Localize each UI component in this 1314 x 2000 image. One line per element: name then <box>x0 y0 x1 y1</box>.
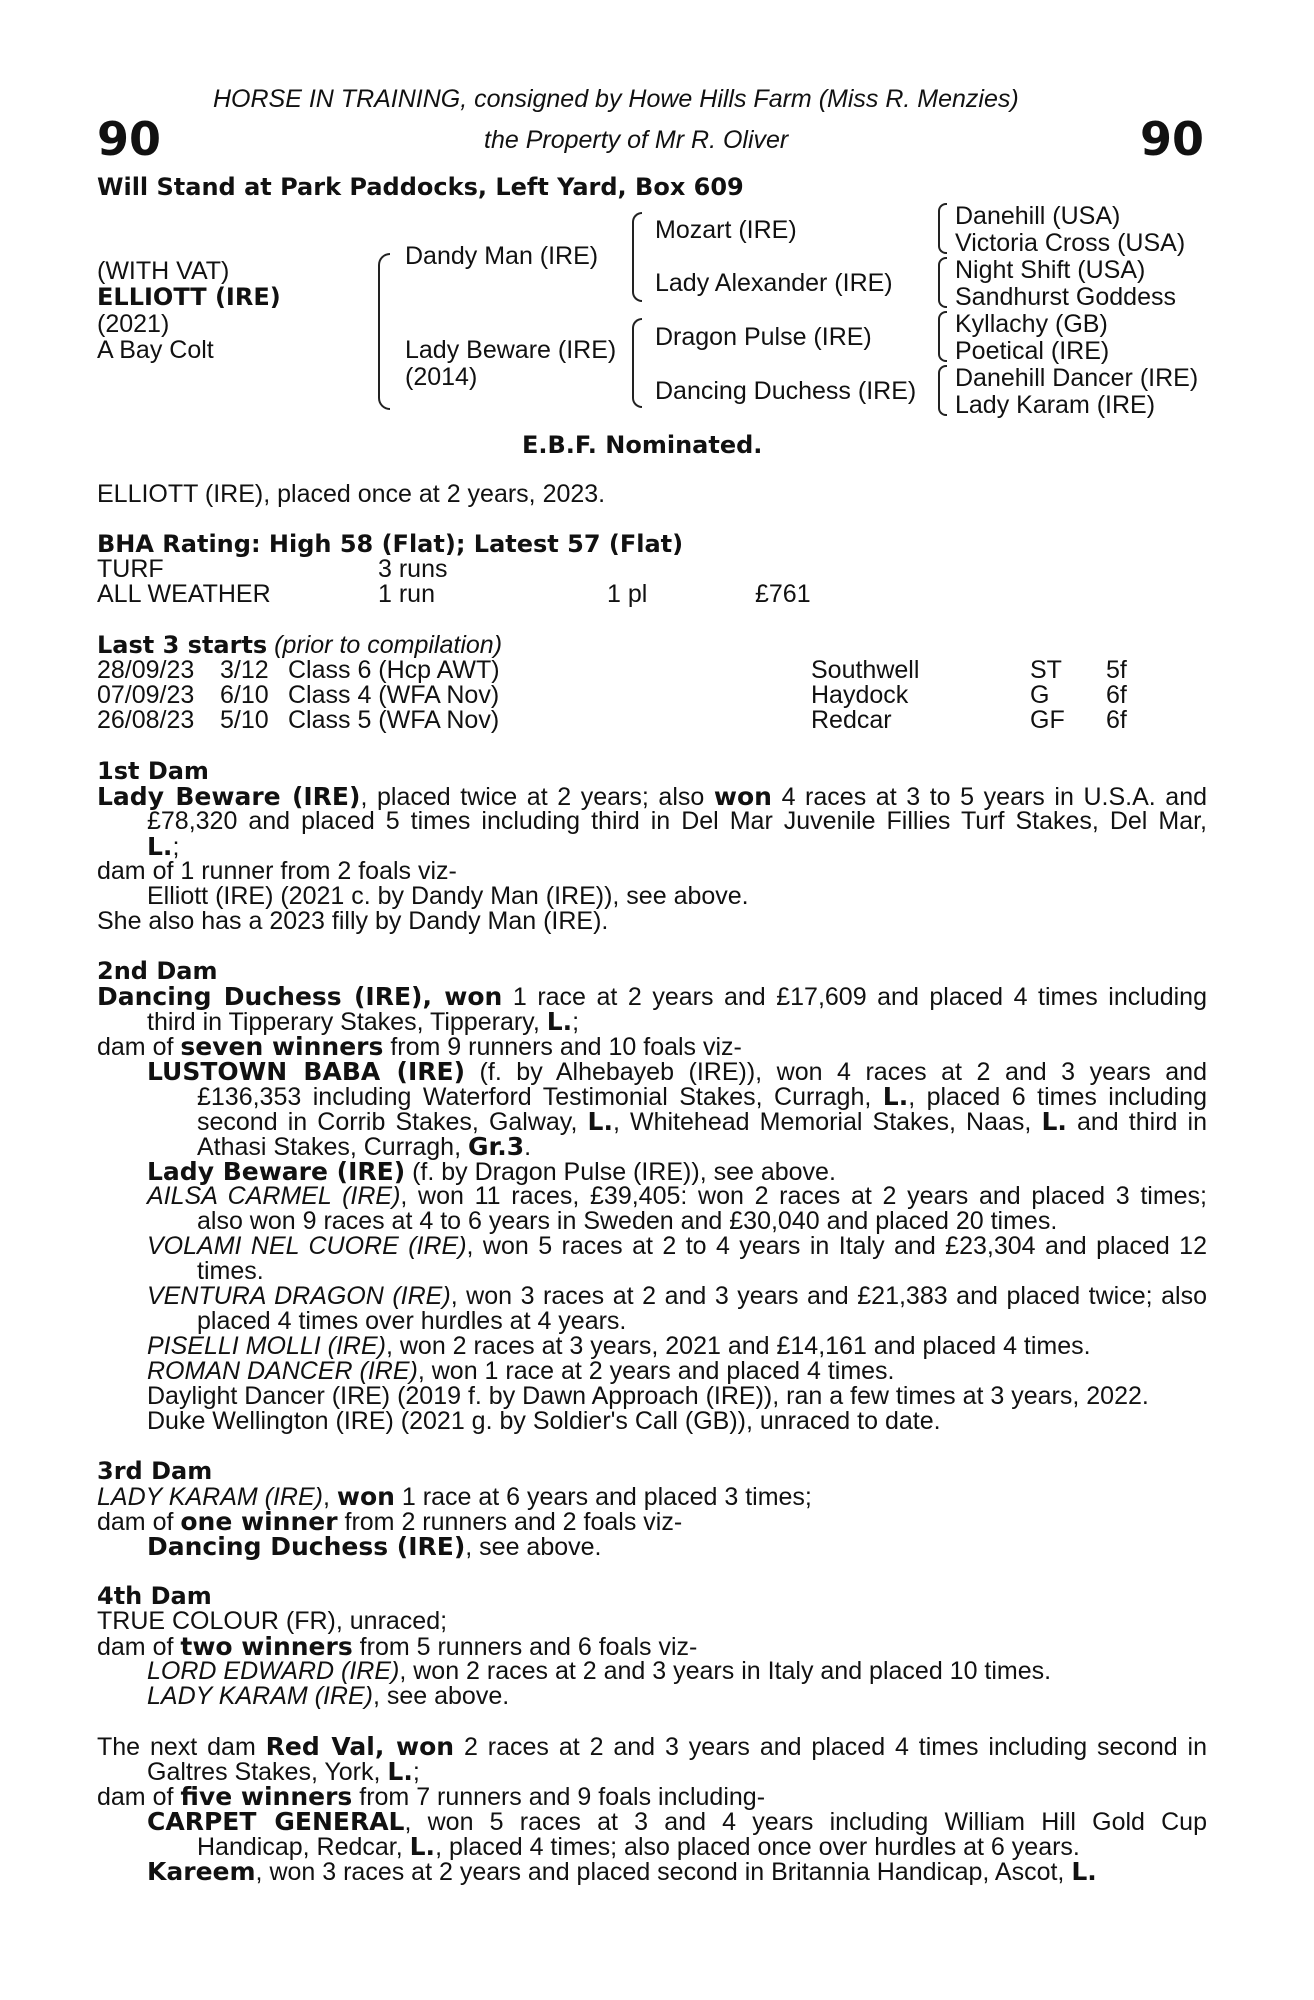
lustown-gr3: Gr.3 <box>467 1132 525 1161</box>
pedigree-brace-sire <box>632 212 642 302</box>
pedigree-sire: Dandy Man (IRE) <box>405 242 599 270</box>
daylight-line: Daylight Dancer (IRE) (2019 f. by Dawn Approach (IRE)), ran a few times at 3 years, 2022. <box>147 1382 1149 1410</box>
horse-description: A Bay Colt <box>97 336 214 364</box>
pedigree-brace-g3 <box>938 311 947 362</box>
dam1-produce: dam of 1 runner from 2 foals viz- <box>97 857 457 885</box>
rating-title: BHA Rating: High 58 (Flat); Latest 57 (Flat) <box>97 530 684 558</box>
pedigree-dam-dam: Dancing Duchess (IRE) <box>655 377 917 405</box>
ailsa-line1 <box>147 1184 1207 1209</box>
dam4-line1: TRUE COLOUR (FR), unraced; <box>97 1607 448 1635</box>
pedigree-brace-g4 <box>938 365 947 416</box>
start-row-2-going: G <box>1030 681 1050 709</box>
piselli-rest: , won 2 races at 3 years, 2021 and £14,161 and placed 4 times. <box>385 1332 1091 1360</box>
pedigree-brace-g1 <box>938 203 947 254</box>
carpet-l1: , won 5 races at 3 and 4 years including William Hill Gold Cup <box>404 1808 1207 1836</box>
pedigree-dam-year: (2014) <box>405 363 478 391</box>
next-dam-l2a: Galtres Stakes, York, <box>147 1758 388 1786</box>
kareem-rest: , won 3 races at 2 years and placed second in Britannia Handicap, Ascot, <box>255 1858 1072 1886</box>
roman-rest: , won 1 race at 2 years and placed 4 times. <box>417 1357 895 1385</box>
dam3-rest: 1 race at 6 years and placed 3 times; <box>394 1483 812 1511</box>
dam4-heading: 4th Dam <box>97 1582 212 1610</box>
dam2-text1: 1 race at 2 years and £17,609 and placed 4 times including <box>502 983 1207 1011</box>
dam2-listed: L. <box>546 1007 573 1036</box>
dam1-line3-rest: ; <box>172 833 180 861</box>
lustown-l3a: second in Corrib Stakes, Galway, <box>197 1108 588 1136</box>
vat-label: (WITH VAT) <box>97 257 230 285</box>
start-row-2-class: Class 4 (WFA Nov) <box>288 681 500 709</box>
dam3-produce-rest: from 2 runners and 2 foals viz- <box>337 1508 683 1536</box>
dam1-listed: L. <box>147 832 173 861</box>
dam1-foal1: Elliott (IRE) (2021 c. by Dandy Man (IRE)), see above. <box>147 882 749 910</box>
pedigree-g5: Kyllachy (GB) <box>955 310 1108 338</box>
rating-aw-prize: £761 <box>755 580 811 608</box>
property-line: the Property of Mr R. Oliver <box>484 126 789 154</box>
dam4-lady <box>147 1684 509 1709</box>
start-row-1-dist: 5f <box>1106 656 1127 684</box>
ailsa-l1: , won 11 races, £39,405: won 2 races at 2 years and placed 3 times; <box>400 1182 1208 1210</box>
consignor-line: HORSE IN TRAINING, consigned by Howe Hills Farm (Miss R. Menzies) <box>213 85 1019 113</box>
rating-turf-runs: 3 runs <box>378 555 448 583</box>
dam4-dam-of: dam of <box>97 1633 181 1661</box>
dam3-heading: 3rd Dam <box>97 1457 213 1485</box>
ailsa-line2: also won 9 races at 4 to 6 years in Sweden and £30,040 and placed 20 times. <box>197 1207 1058 1235</box>
pedigree-g1: Danehill (USA) <box>955 202 1121 230</box>
dam4-lord <box>147 1659 1051 1684</box>
lustown-l2a: £136,353 including Waterford Testimonial Stakes, Curragh, <box>197 1083 883 1111</box>
volami-l1: , won 5 races at 2 to 4 years in Italy and £23,304 and placed 12 <box>466 1232 1207 1260</box>
dam4-lord-rest: , won 2 races at 2 and 3 years in Italy and placed 10 times. <box>399 1657 1052 1685</box>
dam3-child-rest: , see above. <box>465 1533 602 1561</box>
dam4-winners: two winners <box>180 1632 353 1661</box>
carpet-l2a: Handicap, Redcar, <box>197 1833 410 1861</box>
next-dam-produce-rest: from 7 runners and 9 foals including- <box>352 1783 766 1811</box>
start-row-1-pos: 3/12 <box>220 656 269 684</box>
dam4-lady-name: LADY KARAM (IRE) <box>147 1682 373 1710</box>
ladyb-rest: (f. by Dragon Pulse (IRE)), see above. <box>405 1158 836 1186</box>
carpet-line1 <box>147 1809 1207 1835</box>
ventura-name: VENTURA DRAGON (IRE) <box>147 1282 451 1310</box>
dam2-won: , won <box>422 982 503 1011</box>
pedigree-brace-dam <box>632 318 642 408</box>
ventura-line1 <box>147 1284 1207 1309</box>
summary-line: ELLIOTT (IRE), placed once at 2 years, 2023. <box>97 480 606 508</box>
kareem-name: Kareem <box>147 1857 256 1886</box>
start-row-3-dist: 6f <box>1106 706 1127 734</box>
start-row-3-pos: 5/10 <box>220 706 269 734</box>
carpet-name: CARPET GENERAL <box>147 1807 405 1836</box>
kareem-line <box>147 1859 1097 1885</box>
next-dam-intro: The next dam <box>97 1733 266 1761</box>
dam2-winners: seven winners <box>180 1032 384 1061</box>
pedigree-g3: Night Shift (USA) <box>955 256 1146 284</box>
ventura-l1: , won 3 races at 2 and 3 years and £21,383 and placed twice; also <box>450 1282 1207 1310</box>
dam1-name: Lady Beware (IRE) <box>97 782 361 811</box>
next-dam-l2b: ; <box>412 1758 420 1786</box>
volami-line1 <box>147 1234 1207 1259</box>
next-dam-winners: five winners <box>180 1782 353 1811</box>
lustown-l3b: , Whitehead Memorial Stakes, Naas, <box>612 1108 1042 1136</box>
start-row-3-going: GF <box>1030 706 1065 734</box>
next-dam-dam-of: dam of <box>97 1783 181 1811</box>
pedigree-g2: Victoria Cross (USA) <box>955 229 1186 257</box>
dam2-line2a: third in Tipperary Stakes, Tipperary, <box>147 1008 547 1036</box>
lustown-line1 <box>147 1059 1207 1085</box>
duke-line: Duke Wellington (IRE) (2021 g. by Soldier's Call (GB)), unraced to date. <box>147 1407 941 1435</box>
start-row-2-pos: 6/10 <box>220 681 269 709</box>
ventura-line2: placed 4 times over hurdles at 4 years. <box>197 1307 627 1335</box>
lot-number-right: 90 <box>1140 112 1205 166</box>
horse-year: (2021) <box>97 310 170 338</box>
roman-name: ROMAN DANCER (IRE) <box>147 1357 418 1385</box>
carpet-l2b: , placed 4 times; also placed once over hurdles at 6 years. <box>435 1833 1080 1861</box>
start-row-3-course: Redcar <box>811 706 892 734</box>
start-row-1-going: ST <box>1030 656 1062 684</box>
start-row-2-course: Haydock <box>811 681 909 709</box>
lustown-l4a: Athasi Stakes, Curragh, <box>197 1133 468 1161</box>
lustown-l3c: and third in <box>1066 1108 1208 1136</box>
dam3-winners: one winner <box>180 1507 338 1536</box>
next-dam-name: Red Val <box>265 1732 375 1761</box>
dam2-heading: 2nd Dam <box>97 957 218 985</box>
dam1-heading: 1st Dam <box>97 757 209 785</box>
dam2-name: Dancing Duchess (IRE) <box>97 982 423 1011</box>
ebf-nominated: E.B.F. Nominated. <box>522 431 763 459</box>
pedigree-g4: Sandhurst Goddess <box>955 283 1176 311</box>
volami-name: VOLAMI NEL CUORE (IRE) <box>147 1232 467 1260</box>
dam4-lady-rest: , see above. <box>372 1682 510 1710</box>
dam1-also: She also has a 2023 filly by Dandy Man (IRE). <box>97 907 609 935</box>
next-dam-line1 <box>97 1734 1207 1760</box>
kareem-listed: L. <box>1071 1857 1097 1886</box>
piselli-line <box>147 1334 1091 1359</box>
lustown-listed-3: L. <box>1041 1107 1067 1136</box>
lustown-name: LUSTOWN BABA (IRE) <box>147 1057 466 1086</box>
dam3-dam-of: dam of <box>97 1508 181 1536</box>
lustown-l2b: , placed 6 times including <box>908 1083 1207 1111</box>
next-dam-listed: L. <box>387 1757 413 1786</box>
pedigree-sire-dam: Lady Alexander (IRE) <box>655 269 893 297</box>
dam3-sep: , <box>322 1483 337 1511</box>
start-row-2-dist: 6f <box>1106 681 1127 709</box>
starts-title: Last 3 starts <box>97 631 268 659</box>
start-row-1-date: 28/09/23 <box>97 656 195 684</box>
pedigree-dam: Lady Beware (IRE) <box>405 336 617 364</box>
horse-name: ELLIOTT (IRE) <box>97 283 281 311</box>
starts-subtitle: (prior to compilation) <box>274 631 503 659</box>
dam4-lord-name: LORD EDWARD (IRE) <box>147 1657 400 1685</box>
start-row-2-date: 07/09/23 <box>97 681 195 709</box>
dam3-child <box>147 1534 602 1560</box>
rating-aw-runs: 1 run <box>378 580 435 608</box>
dam2-produce-rest: from 9 runners and 10 foals viz- <box>383 1033 742 1061</box>
dam1-line2 <box>147 809 1207 834</box>
dam3-won: won <box>336 1482 395 1511</box>
pedigree-brace-g2 <box>938 257 947 308</box>
pedigree-g7: Danehill Dancer (IRE) <box>955 364 1199 392</box>
pedigree-brace-main <box>378 253 390 410</box>
dam1-won: won <box>713 782 772 811</box>
dam4-produce-rest: from 5 runners and 6 foals viz- <box>352 1633 698 1661</box>
lustown-listed-2: L. <box>587 1107 613 1136</box>
dam3-name: LADY KARAM (IRE) <box>97 1483 323 1511</box>
stand-line: Will Stand at Park Paddocks, Left Yard, Box 609 <box>97 173 744 201</box>
dam2-line2b: ; <box>572 1008 580 1036</box>
lustown-listed-1: L. <box>882 1082 909 1111</box>
lustown-l4b: . <box>524 1133 532 1161</box>
start-row-1-class: Class 6 (Hcp AWT) <box>288 656 500 684</box>
rating-aw-placed: 1 pl <box>607 580 648 608</box>
dam2-line1 <box>97 984 1207 1010</box>
volami-line2: times. <box>197 1257 264 1285</box>
dam2-dam-of: dam of <box>97 1033 181 1061</box>
pedigree-sire-sire: Mozart (IRE) <box>655 216 797 244</box>
dam1-line2-text: £78,320 and placed 5 times including third in Del Mar Juvenile Fillies Turf Stakes, Del Mar, <box>147 807 1207 835</box>
ailsa-name: AILSA CARMEL (IRE) <box>147 1182 401 1210</box>
starts-heading <box>97 633 502 658</box>
lustown-line3 <box>197 1109 1207 1135</box>
lot-number-left: 90 <box>97 112 162 166</box>
lustown-l1: (f. by Alhebayeb (IRE)), won 4 races at 2 and 3 years and <box>465 1058 1207 1086</box>
next-dam-l1-rest: 2 races at 2 and 3 years and placed 4 times including second in <box>454 1733 1207 1761</box>
start-row-3-class: Class 5 (WFA Nov) <box>288 706 500 734</box>
dam3-child-name: Dancing Duchess (IRE) <box>147 1532 466 1561</box>
rating-aw-surface: ALL WEATHER <box>97 580 271 608</box>
next-dam-won: , won <box>374 1732 455 1761</box>
pedigree-dam-sire: Dragon Pulse (IRE) <box>655 323 872 351</box>
carpet-line2 <box>197 1834 1080 1860</box>
rating-turf-surface: TURF <box>97 555 164 583</box>
dam1-text2: 4 races at 3 to 5 years in U.S.A. and <box>771 783 1208 811</box>
roman-line <box>147 1359 895 1384</box>
piselli-name: PISELLI MOLLI (IRE) <box>147 1332 386 1360</box>
carpet-listed: L. <box>409 1832 436 1861</box>
start-row-3-date: 26/08/23 <box>97 706 195 734</box>
start-row-1-course: Southwell <box>811 656 920 684</box>
pedigree-g6: Poetical (IRE) <box>955 337 1110 365</box>
dam1-text1: , placed twice at 2 years; also <box>360 783 714 811</box>
ladyb-name: Lady Beware (IRE) <box>147 1157 406 1186</box>
pedigree-g8: Lady Karam (IRE) <box>955 391 1156 419</box>
